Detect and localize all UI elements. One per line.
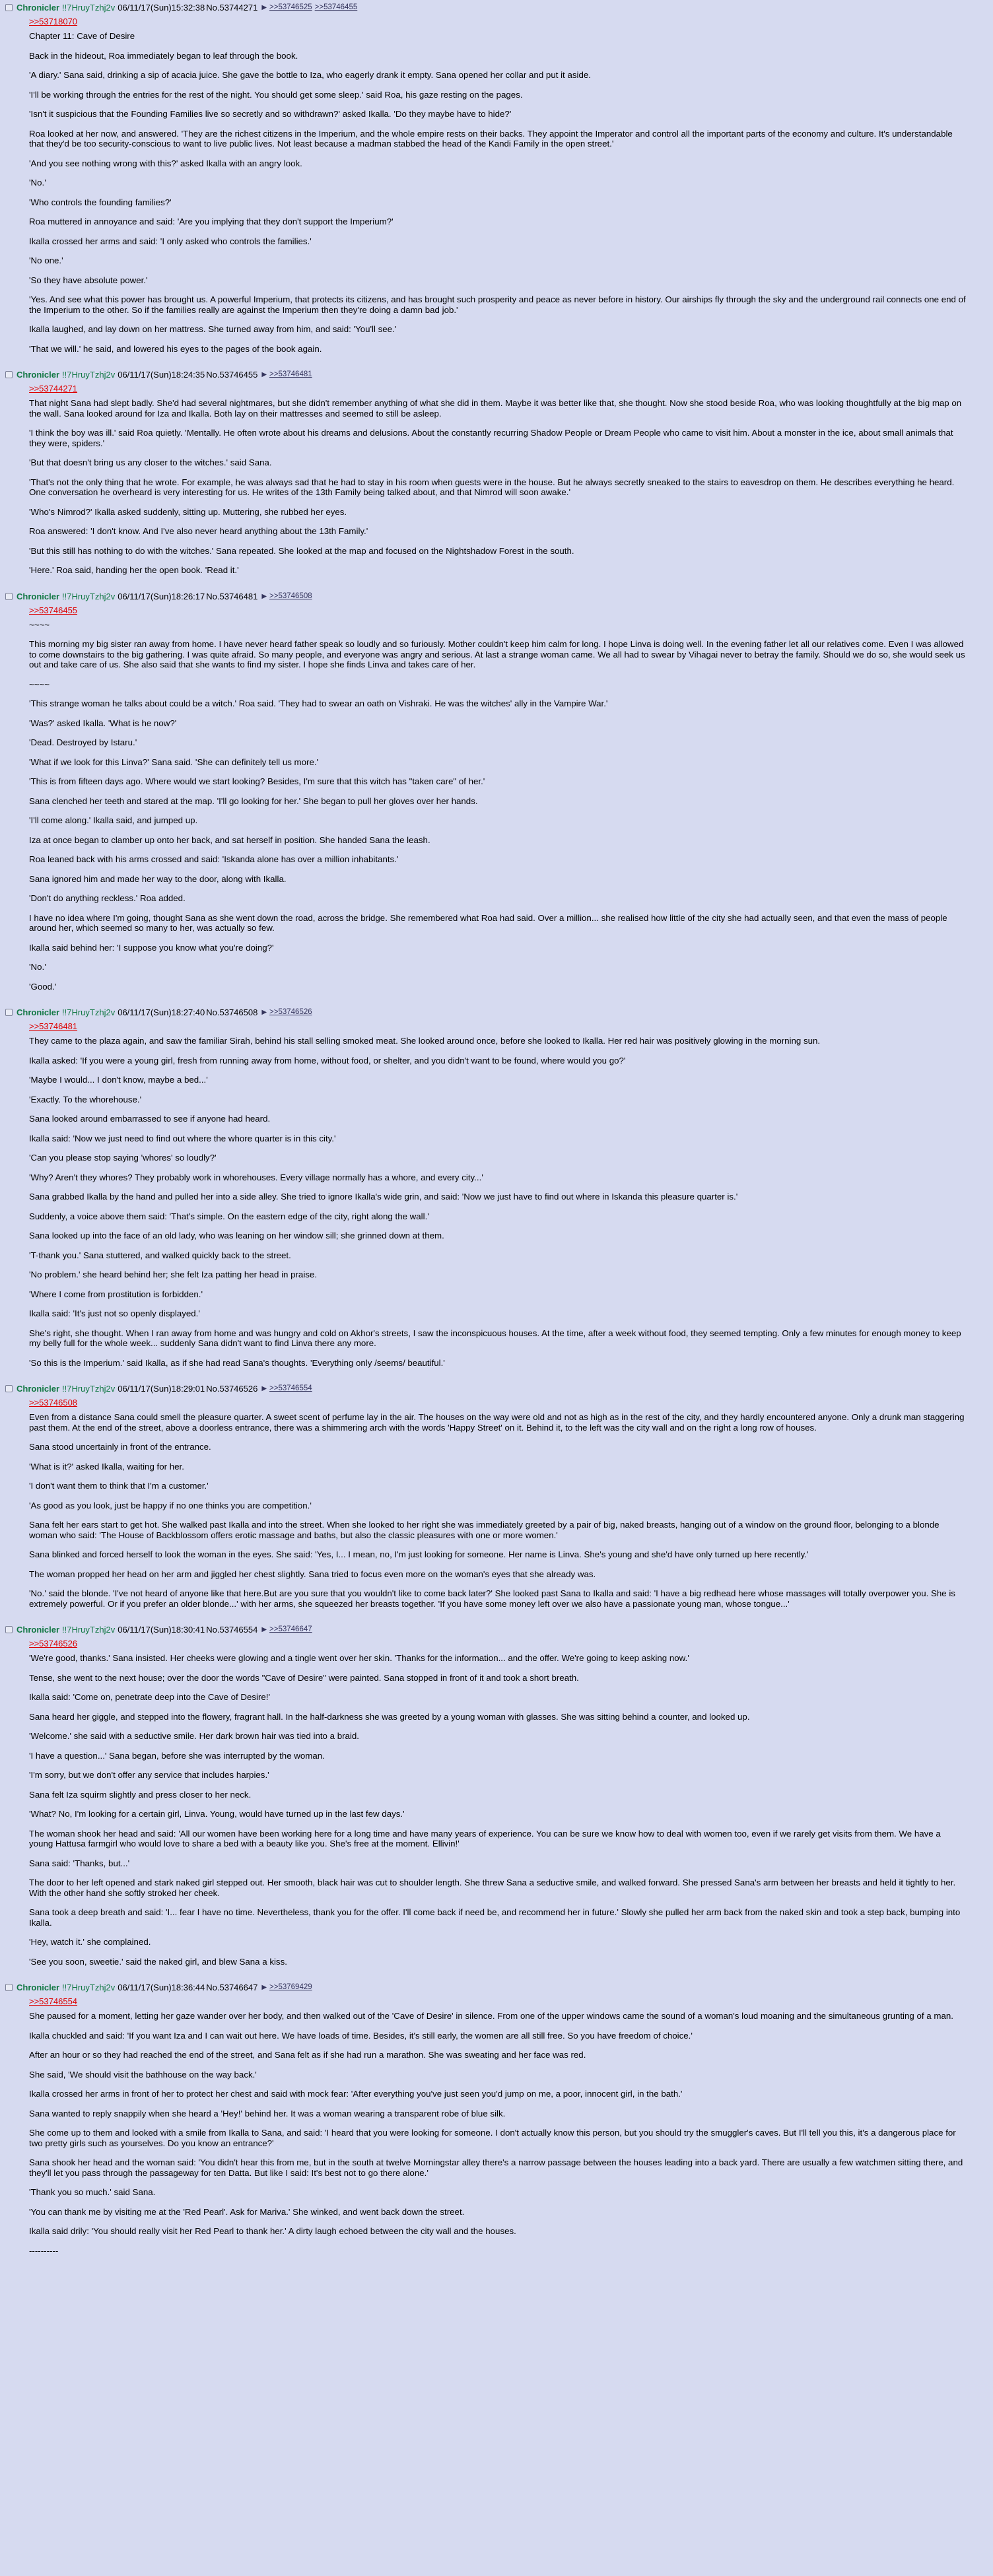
post-menu-arrow-icon[interactable]: ▶ [261, 1385, 267, 1392]
post-paragraph: Ikalla asked: 'If you were a young girl, fresh from running away from home, without food, or shelter, and you didn't want to be found, where would you go?' [29, 1055, 626, 1066]
post-paragraph: This morning my big sister ran away from home. I have never heard father speak so loudly and so furiously. Mother couldn't keep him calm for long. I hope Linva is doing well. In the evening father let all our relatives come. Even I was allowed to come downstairs to the big gathering. I was quite afraid. So many people, and everyone was angry and serious. At last a strange woman came. We all had to swear by Vihagai never to betray the family. Should we do so, she would seek us out and take care of us. She also said that she wants to find my sister. I hope she finds Linva and takes care of her. [29, 639, 965, 669]
post-paragraph: Sana felt Iza squirm slightly and press closer to her neck. [29, 1789, 252, 1800]
quote-link[interactable]: >>53746481 [29, 1021, 78, 1031]
quote-link[interactable]: >>53746526 [29, 1639, 78, 1648]
backlink[interactable]: >>53746508 [269, 592, 312, 600]
post-paragraph: Ikalla said: 'Come on, penetrate deep into the Cave of Desire!' [29, 1692, 271, 1702]
post-paragraph: 'Dead. Destroyed by Istaru.' [29, 737, 137, 747]
post-date: 06/11/17(Sun)18:30:41 [118, 1625, 205, 1635]
post-paragraph: Roa leaned back with his arms crossed and said: 'Iskanda alone has over a million inhabitants.' [29, 854, 399, 864]
post-paragraph: 'This strange woman he talks about could be a witch.' Roa said. 'They had to swear an oath on Vishraki. He was the witches' ally in the Vampire War.' [29, 698, 608, 708]
select-post-checkbox[interactable] [5, 1626, 13, 1633]
backlink[interactable]: >>53746554 [269, 1384, 312, 1392]
post [5, 1980, 977, 2269]
select-post-checkbox[interactable] [5, 371, 13, 378]
post-paragraph: Sana blinked and forced herself to look the woman in the eyes. She said: 'Yes, I... I mean, no, I'm just looking for someone. Her name is Linva. She's young and she'd have only turned up here recently.' [29, 1549, 809, 1559]
post-header [5, 1006, 977, 1017]
post-paragraph: 'And you see nothing wrong with this?' asked Ikalla with an angry look. [29, 158, 302, 168]
post-paragraph: 'What is it?' asked Ikalla, waiting for her. [29, 1461, 184, 1472]
post-body [29, 1639, 977, 1967]
post-paragraph: 'I'm sorry, but we don't offer any service that includes harpies.' [29, 1770, 269, 1780]
post-paragraph: 'No one.' [29, 255, 63, 265]
post-menu-arrow-icon[interactable]: ▶ [261, 4, 267, 11]
post-paragraph: 'Thank you so much.' said Sana. [29, 2187, 156, 2197]
post-menu-arrow-icon[interactable]: ▶ [261, 1626, 267, 1633]
post-number[interactable]: No.53746554 [206, 1625, 258, 1635]
post-date: 06/11/17(Sun)15:32:38 [118, 3, 205, 13]
tripcode: !!7HruyTzhj2v [62, 1983, 116, 1992]
post [5, 1622, 977, 1980]
post-menu-arrow-icon[interactable]: ▶ [261, 1984, 267, 1991]
post-paragraph: Sana shook her head and the woman said: 'You didn't hear this from me, but in the south at twelve Morningstar alley there's a narrow passage between the houses leading into a back yard. There are usually a few watchmen sitting there, and they'll let you pass through the passageway for ten Datta. But like I said: It's best not to go there alone.' [29, 2157, 963, 2178]
post-header [5, 590, 977, 601]
post-paragraph: 'Welcome.' she said with a seductive smile. Her dark brown hair was tied into a braid. [29, 1731, 359, 1741]
poster-name: Chronicler [17, 1625, 60, 1635]
post-paragraph: 'So they have absolute power.' [29, 275, 148, 285]
post-date: 06/11/17(Sun)18:24:35 [118, 370, 205, 380]
select-post-checkbox[interactable] [5, 593, 13, 600]
post-paragraph: Tense, she went to the next house; over the door the words "Cave of Desire" were painted. Sana stopped in front of it and took a short breath. [29, 1672, 579, 1683]
post-paragraph: ~~~~ [29, 679, 50, 689]
post-paragraph: Sana felt her ears start to get hot. She walked past Ikalla and into the street. When she looked to her right she was immediately greeted by a pair of big, naked breasts, hanging out of a window on the ground floor, belonging to a blonde woman who said: 'The House of Backblossom offers erotic massage and baths, but also the classic pleasures with one or more women.' [29, 1520, 940, 1540]
tripcode: !!7HruyTzhj2v [62, 1625, 116, 1635]
post-paragraph: Ikalla said drily: 'You should really visit her Red Pearl to thank her.' A dirty laugh echoed between the city wall and the houses. [29, 2226, 516, 2236]
post [5, 0, 977, 367]
post-paragraph: 'What if we look for this Linva?' Sana said. 'She can definitely tell us more.' [29, 757, 319, 767]
post-number[interactable]: No.53746508 [206, 1007, 258, 1017]
post-menu-arrow-icon[interactable]: ▶ [261, 592, 267, 600]
backlink[interactable]: >>53746455 [314, 3, 358, 11]
post-paragraph: She paused for a moment, letting her gaze wander over her body, and then walked out of the 'Cave of Desire' in silence. From one of the upper windows came the sound of a woman's loud moaning and the simultaneous grunting of a man. [29, 2011, 953, 2021]
post-body [29, 605, 977, 992]
post-menu-arrow-icon[interactable]: ▶ [261, 1009, 267, 1016]
post-paragraph: Sana said: 'Thanks, but...' [29, 1858, 130, 1868]
post-paragraph: 'Hey, watch it.' she complained. [29, 1937, 151, 1947]
post-paragraph: 'No.' [29, 962, 46, 972]
post [5, 367, 977, 589]
post-paragraph: 'But this still has nothing to do with the witches.' Sana repeated. She looked at the map and focused on the Nightshadow Forest in the south. [29, 545, 574, 556]
post-paragraph: 'I'll be working through the entries for the rest of the night. You should get some sleep.' said Roa, his gaze resting on the pages. [29, 89, 523, 100]
tripcode: !!7HruyTzhj2v [62, 591, 116, 601]
post-paragraph: They came to the plaza again, and saw the familiar Sirah, behind his stall selling smoked meat. She looked around once, before she looked to Ikalla. Her red hair was positively glowing in the morning sun. [29, 1036, 821, 1046]
post-paragraph: Ikalla crossed her arms in front of her to protect her chest and said with mock fear: 'After everything you've just seen you'd jump on me, a poor, innocent girl, in the bath.' [29, 2089, 683, 2099]
post-paragraph: Roa muttered in annoyance and said: 'Are you implying that they don't support the Imperium?' [29, 217, 394, 226]
post-paragraph: Sana clenched her teeth and stared at the map. 'I'll go looking for her.' She began to pull her gloves over her hands. [29, 796, 478, 806]
post-paragraph: 'No.' [29, 178, 46, 187]
post-paragraph: Sana looked up into the face of an old lady, who was leaning on her window sill; she grinned down at them. [29, 1231, 444, 1240]
post-paragraph: Even from a distance Sana could smell the pleasure quarter. A sweet scent of perfume lay in the air. The houses on the way were old and not as high as in the rest of the city, and they hardly encountered anyone. Only a drunk man staggering past them. At the end of the street, above a doorless entrance, there was a shimmering arch with the words 'Happy Street' on it. Behind it, to the left was the city wall and on the right a long row of houses. [29, 1412, 965, 1433]
post-paragraph: 'T-thank you.' Sana stuttered, and walked quickly back to the street. [29, 1250, 291, 1260]
post-paragraph: The woman propped her head on her arm and jiggled her chest slightly. Sana tried to focus even more on the woman's eyes that she already was. [29, 1569, 596, 1579]
post-paragraph: She's right, she thought. When I ran away from home and was hungry and cold on Akhor's streets, I saw the inconspicuous houses. At the time, after a week without food, they seemed tempting. Only a few minutes for enough money to keep my belly full for the whole week... suddenly Sana didn't want to find Linva there any more. [29, 1328, 961, 1348]
post-paragraph: Iza at once began to clamber up onto her back, and sat herself in position. She handed Sana the leash. [29, 834, 430, 845]
post-date: 06/11/17(Sun)18:26:17 [118, 591, 205, 601]
post-paragraph: Back in the hideout, Roa immediately began to leaf through the book. [29, 50, 298, 61]
post-number[interactable]: No.53746526 [206, 1384, 258, 1394]
post-paragraph: Sana took a deep breath and said: 'I... fear I have no time. Nevertheless, thank you for the offer. I'll come back if need be, and recommend her in future.' Slowly she pulled her arm back from the naked skin and took a step back, bumping into Ikalla. [29, 1907, 961, 1928]
post-paragraph: 'As good as you look, just be happy if no one thinks you are competition.' [29, 1500, 312, 1510]
post-paragraph: ---------- [29, 2245, 59, 2256]
post-paragraph: Ikalla said: 'It's just not so openly displayed.' [29, 1308, 200, 1318]
select-post-checkbox[interactable] [5, 1385, 13, 1392]
post-paragraph: Sana heard her giggle, and stepped into the flowery, fragrant hall. In the half-darkness she was greeted by a young woman with glasses. She was sitting behind a counter, and looked up. [29, 1711, 750, 1722]
post-paragraph: The woman shook her head and said: 'All our women have been working here for a long time and have many years of experience. You can be sure we know how to deal with women too, even if we rarely get visits from them. We have a young Hattusa farmgirl who would love to share a bed with a beauty like you. She's free at the moment. Ellivin!' [29, 1828, 941, 1848]
post-paragraph: 'Can you please stop saying 'whores' so loudly?' [29, 1153, 217, 1163]
post-paragraph: Ikalla chuckled and said: 'If you want Iza and I can wait out here. We have loads of time. Besides, it's still early, the women are all still free. So you have freedom of choice.' [29, 2030, 693, 2041]
post-paragraph: 'But that doesn't bring us any closer to the witches.' said Sana. [29, 458, 272, 467]
post-number[interactable]: No.53746481 [206, 591, 258, 601]
post-paragraph: Suddenly, a voice above them said: 'That's simple. On the eastern edge of the city, right along the wall.' [29, 1211, 429, 1221]
post-number[interactable]: No.53746647 [206, 1983, 258, 1992]
post-paragraph: After an hour or so they had reached the end of the street, and Sana felt as if she had run a marathon. She was sweating and her face was red. [29, 2050, 586, 2060]
post-paragraph: 'No problem.' she heard behind her; she felt Iza patting her head in praise. [29, 1270, 318, 1279]
post-paragraph: Ikalla said: 'Now we just need to find out where the whore quarter is in this city.' [29, 1133, 336, 1143]
post-paragraph: 'Good.' [29, 981, 57, 992]
post-paragraph: 'That we will.' he said, and lowered his eyes to the pages of the book again. [29, 343, 322, 354]
post-header [5, 1, 977, 13]
post-body [29, 1996, 977, 2256]
post-paragraph: The door to her left opened and stark naked girl stepped out. Her smooth, black hair was cut to shoulder length. She threw Sana a seductive smile, and walked forward. She pressed Sana's arm between her breasts and held it tightly to her. With the other hand she softly stroked her cheek. [29, 1878, 956, 1898]
post [5, 1005, 977, 1381]
post-body [29, 1398, 977, 1609]
quote-link[interactable]: >>53718070 [29, 17, 78, 26]
post-paragraph: I have no idea where I'm going, thought Sana as she went down the road, across the bridge. She remembered what Roa had said. Over a million... she realised how little of the city she had actually seen, and that even the mass of people around her, which seemed so many to her, was actually so few. [29, 912, 947, 933]
poster-name: Chronicler [17, 370, 60, 380]
tripcode: !!7HruyTzhj2v [62, 1384, 116, 1394]
post-paragraph: 'Who's Nimrod?' Ikalla asked suddenly, sitting up. Muttering, she rubbed her eyes. [29, 506, 347, 517]
post-paragraph: 'I think the boy was ill.' said Roa quietly. 'Mentally. He often wrote about his dreams and delusions. About the constantly recurring Shadow People or Dream People who came to visit him. About a monster in the ice, about small animals that they were, spiders.' [29, 428, 953, 448]
post-number[interactable]: No.53744271 [206, 3, 258, 13]
backlink[interactable]: >>53746526 [269, 1008, 312, 1016]
post-paragraph: ~~~~ [29, 619, 50, 630]
post-paragraph: Ikalla crossed her arms and said: 'I only asked who controls the families.' [29, 236, 312, 246]
post-paragraph: 'What? No, I'm looking for a certain girl, Linva. Young, would have turned up in the last few days.' [29, 1809, 405, 1819]
post-paragraph: 'Isn't it suspicious that the Founding Families live so secretly and so withdrawn?' asked Ikalla. 'Do they maybe have to hide?' [29, 109, 512, 119]
quote-link[interactable]: >>53746455 [29, 605, 78, 615]
post-paragraph: Ikalla laughed, and lay down on her mattress. She turned away from him, and said: 'You'll see.' [29, 324, 397, 334]
post-body [29, 384, 977, 576]
tripcode: !!7HruyTzhj2v [62, 1007, 116, 1017]
poster-name: Chronicler [17, 3, 60, 13]
post-paragraph: 'Yes. And see what this power has brought us. A powerful Imperium, that protects its citizens, and has brought such prosperity and peace as never before in history. Our airships fly through the sky and the underground rail connects one end of the Imperium to the other. So if the families really are against the Imperium then they're doing a damn bad job.' [29, 294, 966, 315]
poster-name: Chronicler [17, 1384, 60, 1394]
backlink[interactable]: >>53769429 [269, 1983, 312, 1991]
post-paragraph: 'I have a question...' Sana began, before she was interrupted by the woman. [29, 1750, 325, 1761]
post-paragraph: 'I'll come along.' Ikalla said, and jumped up. [29, 815, 198, 825]
poster-name: Chronicler [17, 1007, 60, 1017]
quote-link[interactable]: >>53746554 [29, 1996, 78, 2006]
post-header [5, 1382, 977, 1394]
backlink[interactable]: >>53746525 [269, 3, 312, 11]
post-paragraph: Ikalla said behind her: 'I suppose you know what you're doing?' [29, 942, 274, 953]
post-paragraph: She come up to them and looked with a smile from Ikalla to Sana, and said: 'I heard that you were looking for someone. I don't actually know this person, but you should try the smuggler's caves. But I'll tell you this, it's a dangerous place for two pretty girls such as yourselves. Do you know an entrance?' [29, 2128, 956, 2148]
post-paragraph: 'A diary.' Sana said, drinking a sip of acacia juice. She gave the bottle to Iza, who eagerly drank it empty. Sana opened her collar and put it aside. [29, 70, 591, 80]
post-paragraph: That night Sana had slept badly. She'd had several nightmares, but she didn't remember anything of what she did in them. Maybe it was better like that, she thought. Now she stood beside Roa, who was looking thoughtfully at the big map on the wall. Sana looked around for Iza and Ikalla. Both lay on their mattresses and seemed to still be asleep. [29, 398, 962, 419]
quote-link[interactable]: >>53744271 [29, 384, 78, 393]
post-paragraph: Sana grabbed Ikalla by the hand and pulled her into a side alley. She tried to ignore Ikalla's wide grin, and said: 'Now we just have to find out where in Iskanda this pleasure quarter is.' [29, 1192, 738, 1202]
backlink[interactable]: >>53746647 [269, 1625, 312, 1633]
post-paragraph: She said, 'We should visit the bathhouse on the way back.' [29, 2069, 257, 2080]
post-paragraph: 'Why? Aren't they whores? They probably work in whorehouses. Every village normally has a whore, and every city...' [29, 1172, 483, 1182]
post-header [5, 1623, 977, 1635]
tripcode: !!7HruyTzhj2v [62, 370, 116, 380]
post-paragraph: Sana wanted to reply snappily when she heard a 'Hey!' behind her. It was a woman wearing a transparent robe of blue silk. [29, 2108, 506, 2118]
post-paragraph: 'See you soon, sweetie.' said the naked girl, and blew Sana a kiss. [29, 1956, 287, 1967]
post-paragraph: 'Maybe I would... I don't know, maybe a bed...' [29, 1075, 208, 1085]
post-paragraph: 'Who controls the founding families?' [29, 197, 172, 207]
backlink[interactable]: >>53746481 [269, 370, 312, 378]
select-post-checkbox[interactable] [5, 1984, 13, 1991]
post-paragraph: Sana ignored him and made her way to the door, along with Ikalla. [29, 873, 287, 884]
poster-name: Chronicler [17, 1983, 60, 1992]
post-date: 06/11/17(Sun)18:36:44 [118, 1983, 205, 1992]
post-paragraph: 'No.' said the blonde. 'I've not heard of anyone like that here.But are you sure that you wouldn't like to come back later?' She looked past Sana to Ikalla and said: 'I have a big redhead here whose massages will totally overpower you. She is extremely powerful. Or if you prefer an older blonde...' with her arms, she squeezed her breasts together. 'If you have some money left over we also have a passionate young man, whose tongue...' [29, 1588, 955, 1609]
quote-link[interactable]: >>53746508 [29, 1398, 78, 1407]
post-paragraph: 'Exactly. To the whorehouse.' [29, 1094, 142, 1104]
post [5, 1381, 977, 1622]
post-paragraph: Roa looked at her now, and answered. 'They are the richest citizens in the Imperium, and the whole empire rests on their backs. They appoint the Imperator and control all the important parts of the economy and culture. It's understandable that they'd be too security-conscious to want to live public lives. Not least because a madman stabbed the head of the Kandi Family in the open street.' [29, 128, 953, 149]
post-paragraph: 'Was?' asked Ikalla. 'What is he now?' [29, 718, 177, 728]
post-paragraph: Chapter 11: Cave of Desire [29, 31, 135, 41]
post-paragraph: 'That's not the only thing that he wrote. For example, he was always sad that he had to stay in his room when guests were in the house. But he always secretly sneaked to the stairs to eavesdrop on them. He describes everything he heard. One conversation he overheard is very interesting for us. He writes of the 13th Family being talked about, and that Nimrod will soon awake.' [29, 477, 955, 497]
post-paragraph: 'You can thank me by visiting me at the 'Red Pearl'. Ask for Mariva.' She winked, and went back down the street. [29, 2206, 465, 2217]
post-paragraph: 'I don't want them to think that I'm a customer.' [29, 1481, 209, 1491]
post-paragraph: 'Where I come from prostitution is forbidden.' [29, 1289, 203, 1299]
post-paragraph: 'So this is the Imperium.' said Ikalla, as if she had read Sana's thoughts. 'Everything only /seems/ beautiful.' [29, 1357, 445, 1368]
post-body [29, 1021, 977, 1368]
post-paragraph: Roa answered: 'I don't know. And I've also never heard anything about the 13th Family.' [29, 526, 368, 536]
post-paragraph: Sana looked around embarrassed to see if anyone had heard. [29, 1114, 271, 1124]
post-date: 06/11/17(Sun)18:27:40 [118, 1007, 205, 1017]
post-menu-arrow-icon[interactable]: ▶ [261, 371, 267, 378]
poster-name: Chronicler [17, 591, 60, 601]
post-header [5, 1981, 977, 1992]
post-paragraph: 'Here.' Roa said, handing her the open book. 'Read it.' [29, 565, 239, 575]
post [5, 589, 977, 1005]
post-date: 06/11/17(Sun)18:29:01 [118, 1384, 205, 1394]
post-paragraph: Sana stood uncertainly in front of the entrance. [29, 1442, 211, 1452]
tripcode: !!7HruyTzhj2v [62, 3, 116, 13]
select-post-checkbox[interactable] [5, 1009, 13, 1016]
post-paragraph: 'This is from fifteen days ago. Where would we start looking? Besides, I'm sure that this witch has "taken care" of her.' [29, 776, 485, 786]
post-paragraph: 'We're good, thanks.' Sana insisted. Her cheeks were glowing and a tingle went over her skin. 'Thanks for the information... and the offer. We're going to keep asking now.' [29, 1653, 689, 1663]
post-number[interactable]: No.53746455 [206, 370, 258, 380]
post-body [29, 17, 977, 354]
post-header [5, 368, 977, 380]
select-post-checkbox[interactable] [5, 4, 13, 11]
post-paragraph: 'Don't do anything reckless.' Roa added. [29, 893, 186, 903]
